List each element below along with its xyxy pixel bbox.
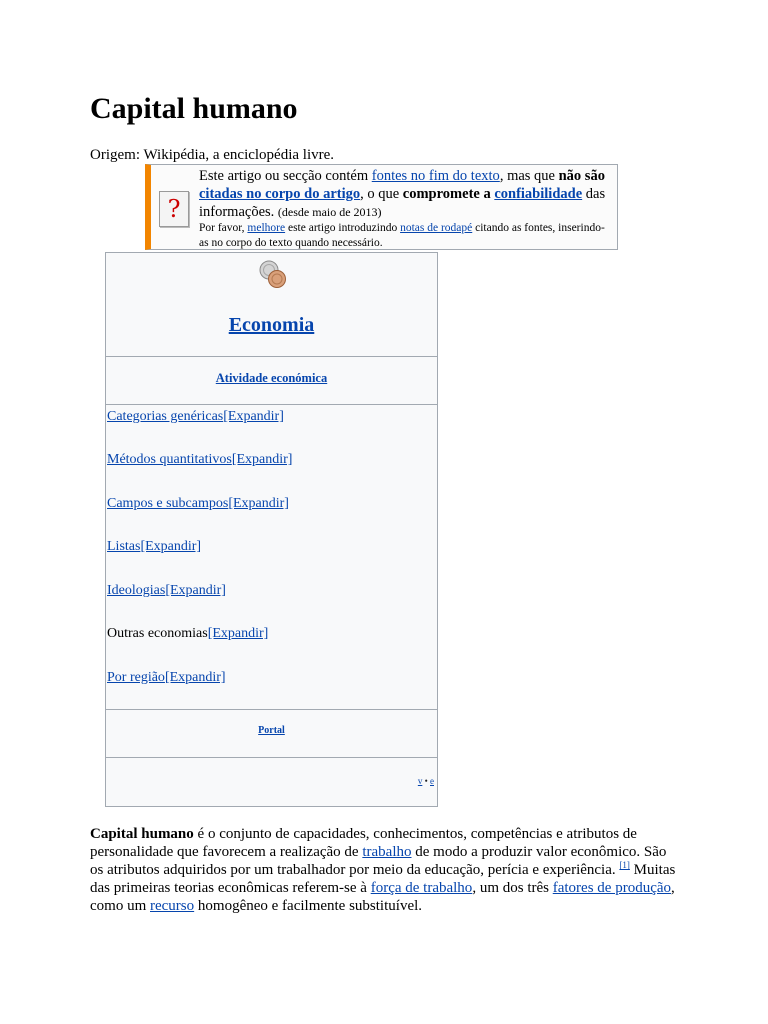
infobox-item-label[interactable]: Por região	[107, 670, 165, 685]
notice-text	[199, 167, 611, 251]
infobox-subheader	[106, 356, 437, 405]
infobox-header	[106, 253, 437, 357]
notice-date: (desde maio de 2013)	[277, 205, 382, 219]
notice-bold: não são	[558, 168, 605, 184]
view-edit-links	[418, 776, 434, 786]
intro-text: Muitas das primeiras teorias econômicas referem-se à	[90, 862, 676, 896]
intro-paragraph	[90, 825, 682, 915]
infobox-title-link[interactable]: Economia	[228, 314, 315, 336]
infobox-list	[106, 404, 437, 710]
economy-infobox	[105, 252, 438, 807]
notice-link-fontes[interactable]: fontes no fim do texto	[371, 168, 500, 184]
infobox-item-label: Outras economias	[107, 626, 208, 641]
infobox-item	[107, 626, 268, 642]
intro-text: é o conjunto de capacidades, conhecimentos, competências e atributos de personalidade que favorecem a realização de	[90, 826, 637, 860]
infobox-item	[107, 452, 292, 468]
portal-link[interactable]: Portal	[258, 725, 285, 736]
intro-bold-term: Capital humano	[90, 826, 194, 842]
infobox-item-label[interactable]: Categorias genéricas	[107, 409, 224, 424]
infobox-item-label[interactable]: Métodos quantitativos	[107, 452, 232, 467]
question-mark-icon: ?	[159, 191, 189, 227]
infobox-subtitle-link[interactable]: Atividade económica	[215, 371, 328, 385]
intro-text: , como um	[90, 880, 675, 914]
expand-link[interactable]: [Expandir]	[231, 452, 293, 467]
notice-link-melhore[interactable]: melhore	[247, 222, 286, 234]
infobox-item-label[interactable]: Listas	[107, 539, 141, 554]
view-edit-separator: •	[422, 776, 430, 786]
notice-bold: compromete a	[402, 186, 495, 202]
page-origin: Origem: Wikipédia, a enciclopédia livre.	[90, 147, 335, 163]
link-trabalho[interactable]: trabalho	[362, 844, 412, 860]
notice-text-part: , mas que	[499, 168, 559, 184]
expand-link[interactable]: [Expandir]	[207, 626, 269, 641]
infobox-footer	[106, 757, 437, 806]
infobox-item	[107, 670, 226, 686]
link-forca-de-trabalho[interactable]: força de trabalho	[370, 880, 473, 896]
notice-link-confiabilidade[interactable]: confiabilidade	[494, 186, 583, 202]
citation-notice	[145, 164, 618, 250]
edit-link[interactable]: e	[430, 776, 434, 786]
intro-text: de modo a produzir valor econômico. São os atributos adquiridos por um trabalhador por meio da educação, perícia e experiência.	[90, 844, 667, 878]
infobox-item	[107, 539, 201, 555]
infobox-item-label[interactable]: Campos e subcampos	[107, 496, 229, 511]
notice-text-part: das informações.	[199, 186, 606, 220]
expand-link[interactable]: [Expandir]	[223, 409, 284, 424]
infobox-item	[107, 583, 226, 599]
expand-link[interactable]: [Expandir]	[140, 539, 202, 554]
notice-text-part: , o que	[360, 186, 403, 202]
infobox-portal-row	[106, 709, 437, 758]
link-recurso[interactable]: recurso	[150, 898, 195, 914]
expand-link[interactable]: [Expandir]	[164, 670, 226, 685]
notice-subtext	[199, 221, 611, 251]
intro-text: , um dos três	[472, 880, 553, 896]
notice-subtext-part: citando as fontes, inserindo-as no corpo do texto quando necessário.	[199, 222, 605, 249]
view-link[interactable]: v	[417, 776, 423, 786]
page-title: Capital humano	[90, 92, 298, 125]
notice-link-notas[interactable]: notas de rodapé	[400, 222, 473, 234]
notice-subtext-part: Por favor,	[199, 222, 248, 234]
intro-text: homogêneo e facilmente substituível.	[194, 898, 423, 914]
notice-text-part: Este artigo ou secção contém	[199, 168, 372, 184]
infobox-item	[107, 409, 284, 425]
link-fatores-de-producao[interactable]: fatores de produção	[552, 880, 672, 896]
infobox-item-label[interactable]: Ideologias	[107, 583, 166, 598]
expand-link[interactable]: [Expandir]	[165, 583, 226, 598]
notice-subtext-part: este artigo introduzindo	[285, 222, 401, 234]
notice-link-citadas[interactable]: citadas no corpo do artigo	[199, 186, 361, 202]
expand-link[interactable]: [Expandir]	[228, 496, 289, 511]
infobox-item	[107, 496, 289, 512]
reference-link[interactable]: [1]	[619, 860, 630, 870]
coins-icon	[258, 259, 288, 289]
